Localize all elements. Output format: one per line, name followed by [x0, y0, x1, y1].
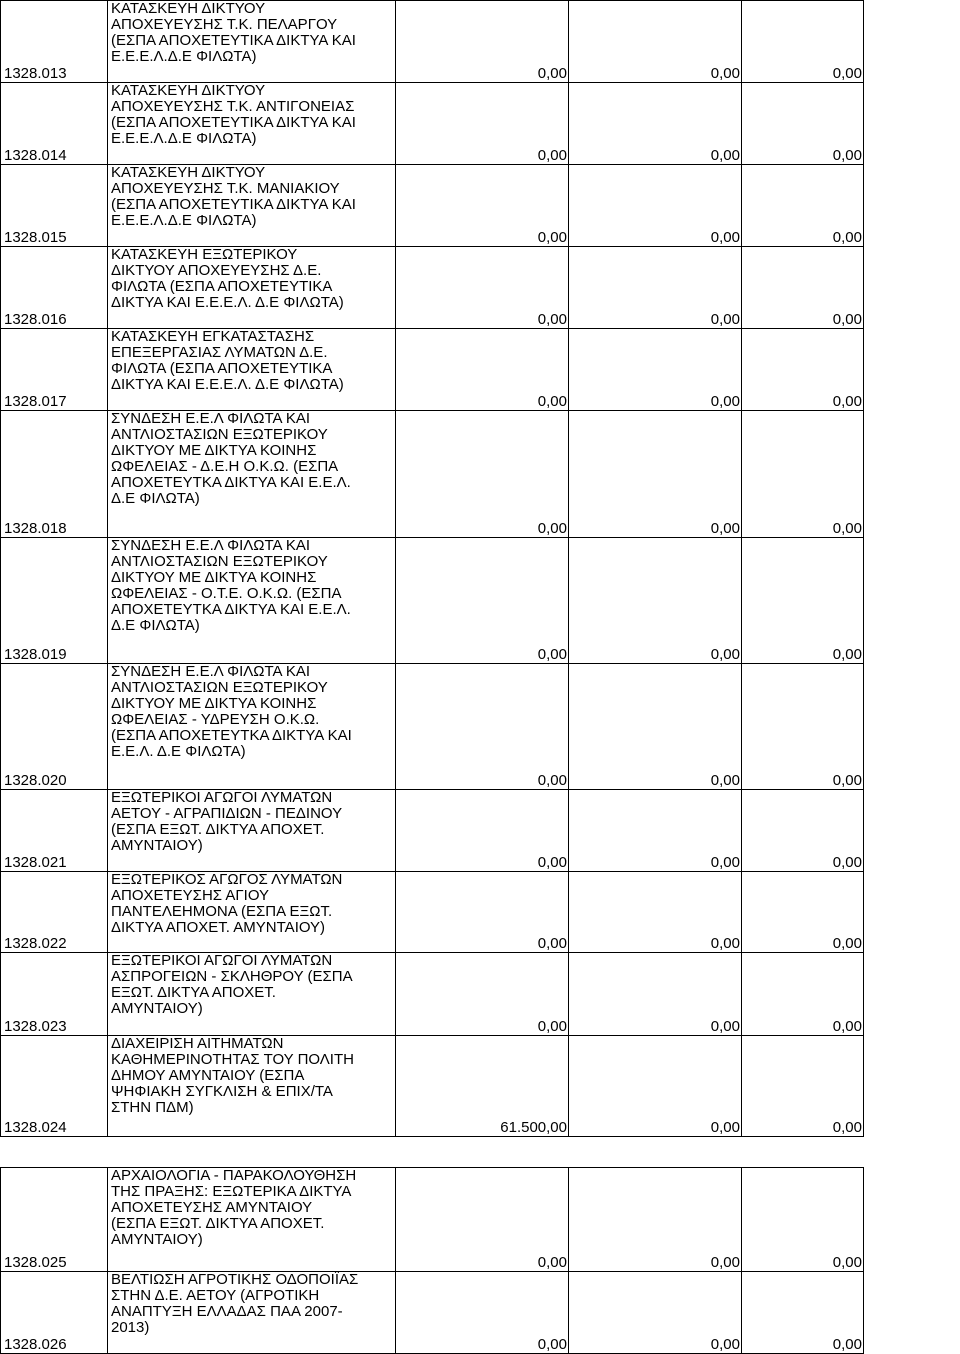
amount-3-cell: 0,00 — [742, 1272, 864, 1354]
table-gap-row — [1, 1137, 864, 1168]
amount-1-cell: 0,00 — [396, 538, 569, 664]
account-code-cell: 1328.024 — [1, 1036, 108, 1137]
table-row — [1, 538, 864, 664]
amount-1-cell: 0,00 — [396, 953, 569, 1036]
description-cell — [108, 664, 396, 790]
account-code-cell: 1328.015 — [1, 165, 108, 247]
amount-2-cell: 0,00 — [569, 953, 742, 1036]
table-row — [1, 790, 864, 872]
amount-1-cell: 0,00 — [396, 83, 569, 165]
table-row — [1, 664, 864, 790]
description-cell — [108, 411, 396, 538]
description-cell — [108, 1168, 396, 1272]
account-code-cell: 1328.016 — [1, 247, 108, 329]
amount-3-cell: 0,00 — [742, 83, 864, 165]
amount-2-cell: 0,00 — [569, 1272, 742, 1354]
amount-2-cell: 0,00 — [569, 83, 742, 165]
account-code-cell: 1328.020 — [1, 664, 108, 790]
description-cell — [108, 1272, 396, 1354]
description-cell — [108, 790, 396, 872]
table-row — [1, 1, 864, 83]
description-text: ΒΕΛΤΙΩΣΗ ΑΓΡΟΤΙΚΗΣ ΟΔΟΠΟΙΪΑΣ ΣΤΗΝ Δ.Ε. ΑΕΤΟΥ (ΑΓΡΟΤΙΚΗ ΑΝΑΠΤΥΞΗ ΕΛΛΑΔΑΣ ΠΑΑ 2007- 2013) — [111, 1271, 359, 1336]
description-text: ΚΑΤΑΣΚΕΥΗ ΕΞΩΤΕΡΙΚΟΥ ΔΙΚΤΥΟΥ ΑΠΟΧΕΥΕΥΣΗΣ Δ.Ε. ΦΙΛΩΤΑ (ΕΣΠΑ ΑΠΟΧΕΤΕΥΤΙΚΑ ΔΙΚΤΥΑ ΚΑΙ Ε.Ε.Ε.Λ. Δ.Ε ΦΙΛΩΤΑ) — [111, 246, 344, 311]
amount-2-cell: 0,00 — [569, 1168, 742, 1272]
description-text: ΣΥΝΔΕΣΗ Ε.Ε.Λ ΦΙΛΩΤΑ ΚΑΙ ΑΝΤΛΙΟΣΤΑΣΙΩΝ ΕΞΩΤΕΡΙΚΟΥ ΔΙΚΤΥΟΥ ΜΕ ΔΙΚΤΥΑ ΚΟΙΝΗΣ ΩΦΕΛΕΙΑΣ - Δ.Ε.Η Ο.Κ.Ω. (ΕΣΠΑ ΑΠΟΧΕΤΕΥΤΚΑ ΔΙΚΤΥΑ ΚΑΙ Ε.Ε.Λ. Δ.Ε ΦΙΛΩΤΑ) — [111, 410, 351, 507]
amount-3-cell: 0,00 — [742, 664, 864, 790]
amount-1-cell: 0,00 — [396, 790, 569, 872]
amount-1-cell: 0,00 — [396, 329, 569, 411]
amount-2-cell: 0,00 — [569, 165, 742, 247]
account-code-cell: 1328.013 — [1, 1, 108, 83]
amount-2-cell: 0,00 — [569, 1, 742, 83]
table-row — [1, 83, 864, 165]
description-text: ΚΑΤΑΣΚΕΥΗ ΔΙΚΤΥΟΥ ΑΠΟΧΕΥΕΥΣΗΣ Τ.Κ. ΜΑΝΙΑΚΙΟΥ (ΕΣΠΑ ΑΠΟΧΕΤΕΥΤΙΚΑ ΔΙΚΤΥΑ ΚΑΙ Ε.Ε.Ε.Λ.Δ.Ε ΦΙΛΩΤΑ) — [111, 164, 356, 229]
amount-1-cell: 0,00 — [396, 165, 569, 247]
amount-1-cell: 0,00 — [396, 664, 569, 790]
description-cell — [108, 538, 396, 664]
account-code-cell: 1328.025 — [1, 1168, 108, 1272]
table-row — [1, 1036, 864, 1137]
amount-3-cell: 0,00 — [742, 1036, 864, 1137]
amount-2-cell: 0,00 — [569, 790, 742, 872]
account-code-cell: 1328.019 — [1, 538, 108, 664]
amount-3-cell: 0,00 — [742, 953, 864, 1036]
description-cell — [108, 247, 396, 329]
description-cell — [108, 1, 396, 83]
description-text: ΔΙΑΧΕΙΡΙΣΗ ΑΙΤΗΜΑΤΩΝ ΚΑΘΗΜΕΡΙΝΟΤΗΤΑΣ ΤΟΥ ΠΟΛΙΤΗ ΔΗΜΟΥ ΑΜΥΝΤΑΙΟΥ (ΕΣΠΑ ΨΗΦΙΑΚΗ ΣΥΓΚΛΙΣΗ & ΕΠΙΧ/ΤΑ ΣΤΗΝ ΠΔΜ) — [111, 1035, 354, 1116]
amount-2-cell: 0,00 — [569, 247, 742, 329]
description-text: ΚΑΤΑΣΚΕΥΗ ΔΙΚΤΥΟΥ ΑΠΟΧΕΥΕΥΣΗΣ Τ.Κ. ΠΕΛΑΡΓΟΥ (ΕΣΠΑ ΑΠΟΧΕΤΕΥΤΙΚΑ ΔΙΚΤΥΑ ΚΑΙ Ε.Ε.Ε.Λ.Δ.Ε ΦΙΛΩΤΑ) — [111, 0, 356, 65]
description-cell — [108, 953, 396, 1036]
amount-3-cell: 0,00 — [742, 538, 864, 664]
table-row — [1, 165, 864, 247]
amount-3-cell: 0,00 — [742, 165, 864, 247]
description-text: ΕΞΩΤΕΡΙΚΟΣ ΑΓΩΓΟΣ ΛΥΜΑΤΩΝ ΑΠΟΧΕΤΕΥΣΗΣ ΑΓΙΟΥ ΠΑΝΤΕΛΕΗΜΟΝΑ (ΕΣΠΑ ΕΞΩΤ. ΔΙΚΤΥΑ ΑΠΟΧΕΤ. ΑΜΥΝΤΑΙΟΥ) — [111, 871, 343, 936]
amount-2-cell: 0,00 — [569, 411, 742, 538]
account-code-cell: 1328.026 — [1, 1272, 108, 1354]
amount-1-cell: 0,00 — [396, 247, 569, 329]
description-text: ΚΑΤΑΣΚΕΥΗ ΔΙΚΤΥΟΥ ΑΠΟΧΕΥΕΥΣΗΣ Τ.Κ. ΑΝΤΙΓΟΝΕΙΑΣ (ΕΣΠΑ ΑΠΟΧΕΤΕΥΤΙΚΑ ΔΙΚΤΥΑ ΚΑΙ Ε.Ε.Ε.Λ.Δ.Ε ΦΙΛΩΤΑ) — [111, 82, 356, 147]
amount-2-cell: 0,00 — [569, 1036, 742, 1137]
account-code-cell: 1328.017 — [1, 329, 108, 411]
table-row — [1, 1272, 864, 1354]
description-cell — [108, 329, 396, 411]
amount-2-cell: 0,00 — [569, 664, 742, 790]
amount-3-cell: 0,00 — [742, 411, 864, 538]
amount-3-cell: 0,00 — [742, 1168, 864, 1272]
table-row — [1, 1168, 864, 1272]
amount-1-cell: 0,00 — [396, 872, 569, 953]
description-cell — [108, 872, 396, 953]
amount-2-cell: 0,00 — [569, 538, 742, 664]
table-row — [1, 329, 864, 411]
table-row — [1, 247, 864, 329]
amount-1-cell: 0,00 — [396, 1, 569, 83]
amount-2-cell: 0,00 — [569, 329, 742, 411]
description-cell — [108, 83, 396, 165]
description-cell — [108, 1036, 396, 1137]
table-row — [1, 872, 864, 953]
table-gap-cell — [1, 1137, 864, 1168]
amount-3-cell: 0,00 — [742, 329, 864, 411]
account-code-cell: 1328.021 — [1, 790, 108, 872]
account-code-cell: 1328.018 — [1, 411, 108, 538]
account-code-cell: 1328.022 — [1, 872, 108, 953]
description-text: ΕΞΩΤΕΡΙΚΟΙ ΑΓΩΓΟΙ ΛΥΜΑΤΩΝ ΑΣΠΡΟΓΕΙΩΝ - ΣΚΛΗΘΡΟΥ (ΕΣΠΑ ΕΞΩΤ. ΔΙΚΤΥΑ ΑΠΟΧΕΤ. ΑΜΥΝΤΑΙΟΥ) — [111, 952, 353, 1017]
amount-3-cell: 0,00 — [742, 872, 864, 953]
account-code-cell: 1328.023 — [1, 953, 108, 1036]
description-text: ΕΞΩΤΕΡΙΚΟΙ ΑΓΩΓΟΙ ΛΥΜΑΤΩΝ ΑΕΤΟΥ - ΑΓΡΑΠΙΔΙΩΝ - ΠΕΔΙΝΟΥ (ΕΣΠΑ ΕΞΩΤ. ΔΙΚΤΥΑ ΑΠΟΧΕΤ. ΑΜΥΝΤΑΙΟΥ) — [111, 789, 343, 854]
description-text: ΣΥΝΔΕΣΗ Ε.Ε.Λ ΦΙΛΩΤΑ ΚΑΙ ΑΝΤΛΙΟΣΤΑΣΙΩΝ ΕΞΩΤΕΡΙΚΟΥ ΔΙΚΤΥΟΥ ΜΕ ΔΙΚΤΥΑ ΚΟΙΝΗΣ ΩΦΕΛΕΙΑΣ - Ο.Τ.Ε. Ο.Κ.Ω. (ΕΣΠΑ ΑΠΟΧΕΤΕΥΤΚΑ ΔΙΚΤΥΑ ΚΑΙ Ε.Ε.Λ. Δ.Ε ΦΙΛΩΤΑ) — [111, 537, 351, 634]
description-cell — [108, 165, 396, 247]
description-text: ΣΥΝΔΕΣΗ Ε.Ε.Λ ΦΙΛΩΤΑ ΚΑΙ ΑΝΤΛΙΟΣΤΑΣΙΩΝ ΕΞΩΤΕΡΙΚΟΥ ΔΙΚΤΥΟΥ ΜΕ ΔΙΚΤΥΑ ΚΟΙΝΗΣ ΩΦΕΛΕΙΑΣ - ΥΔΡΕΥΣΗ Ο.Κ.Ω. (ΕΣΠΑ ΑΠΟΧΕΤΕΥΤΚΑ ΔΙΚΤΥΑ ΚΑΙ Ε.Ε.Λ. Δ.Ε ΦΙΛΩΤΑ) — [111, 663, 352, 760]
table-row — [1, 411, 864, 538]
account-code-cell: 1328.014 — [1, 83, 108, 165]
amount-1-cell: 0,00 — [396, 411, 569, 538]
description-text: ΑΡΧΑΙΟΛΟΓΙΑ - ΠΑΡΑΚΟΛΟΥΘΗΣΗ ΤΗΣ ΠΡΑΞΗΣ: ΕΞΩΤΕΡΙΚΑ ΔΙΚΤΥΑ ΑΠΟΧΕΤΕΥΣΗΣ ΑΜΥΝΤΑΙΟΥ (ΕΣΠΑ ΕΞΩΤ. ΔΙΚΤΥΑ ΑΠΟΧΕΤ. ΑΜΥΝΤΑΙΟΥ) — [111, 1167, 357, 1248]
table-row — [1, 953, 864, 1036]
amount-2-cell: 0,00 — [569, 872, 742, 953]
amount-3-cell: 0,00 — [742, 790, 864, 872]
amount-1-cell: 61.500,00 — [396, 1036, 569, 1137]
amount-1-cell: 0,00 — [396, 1272, 569, 1354]
amount-3-cell: 0,00 — [742, 247, 864, 329]
amount-1-cell: 0,00 — [396, 1168, 569, 1272]
budget-table-body — [1, 1, 864, 1354]
amount-3-cell: 0,00 — [742, 1, 864, 83]
description-text: ΚΑΤΑΣΚΕΥΗ ΕΓΚΑΤΑΣΤΑΣΗΣ ΕΠΕΞΕΡΓΑΣΙΑΣ ΛΥΜΑΤΩΝ Δ.Ε. ΦΙΛΩΤΑ (ΕΣΠΑ ΑΠΟΧΕΤΕΥΤΙΚΑ ΔΙΚΤΥΑ ΚΑΙ Ε.Ε.Ε.Λ. Δ.Ε ΦΙΛΩΤΑ) — [111, 328, 344, 393]
